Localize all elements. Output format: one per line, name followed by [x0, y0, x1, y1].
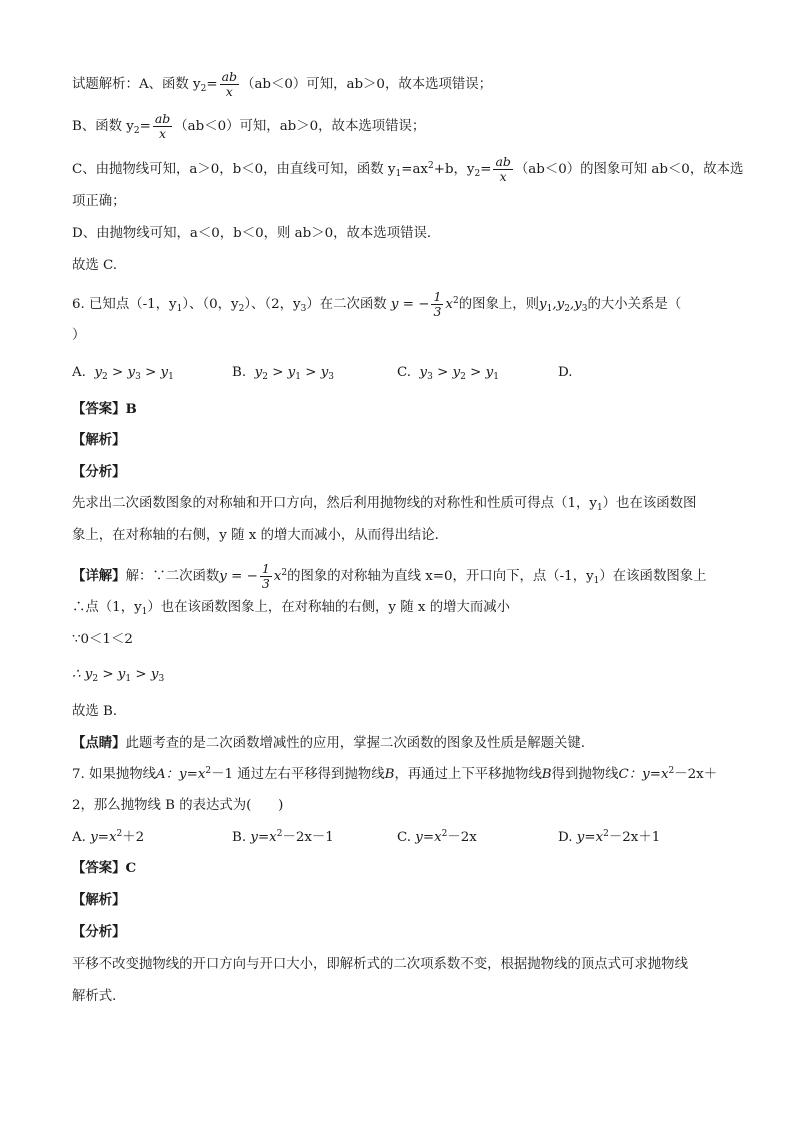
- q6-option-c: [397, 365, 499, 380]
- q6-detail-line: [72, 562, 707, 591]
- option-sup: 2: [116, 829, 123, 839]
- solution-c-suffix: （ab＜0）的图象可知 ab＜0，故本选: [514, 162, 744, 177]
- solution-c-mid1: =ax: [401, 162, 428, 177]
- q6-var: ,y: [569, 297, 582, 312]
- step-expr: > y: [131, 667, 159, 682]
- q6-fenxi-line1: [72, 494, 696, 515]
- q6-stem: [72, 290, 681, 319]
- solution-line-d: D、由抛物线可知，a＜0，b＜0，则 ab＞0，故本选项错误．: [72, 226, 441, 241]
- q7-option-b: [232, 826, 334, 845]
- q7-stem-text: 7. 如果抛物线: [72, 767, 156, 782]
- q6-stem-text: 的大小关系是（: [587, 297, 682, 312]
- option-expr: －2x－1: [282, 830, 334, 845]
- option-label: B.: [232, 365, 247, 380]
- paragraph-text: 解：∵二次函数: [125, 569, 220, 584]
- option-sub: 2: [262, 372, 268, 382]
- option-expr: y=x: [250, 830, 277, 845]
- q6-stem-text: 6. 已知点（-1，y: [72, 297, 177, 312]
- fraction-ab-over-x: [220, 70, 239, 99]
- q6-var-sub: 3: [581, 304, 588, 314]
- fraction-one-third: [431, 290, 443, 319]
- solution-b-eq: =: [139, 119, 151, 134]
- q6-function-x: x: [445, 297, 453, 312]
- option-label: A.: [72, 365, 86, 380]
- q6-option-b: [232, 365, 334, 380]
- solution-b-prefix: B、函数 y: [72, 119, 134, 134]
- q6-stem-text: ）、（0，y: [182, 297, 239, 312]
- solution-c-sub2: 2: [474, 169, 481, 179]
- solution-b-sub: 2: [133, 126, 140, 136]
- option-expr: ＋2: [122, 830, 145, 845]
- fraction-numerator: ab: [221, 69, 238, 84]
- fraction-one-third: [260, 562, 272, 591]
- option-expr: > y: [465, 365, 494, 380]
- q7-stem-line1: [72, 765, 717, 786]
- q7-option-c: [397, 826, 477, 845]
- fraction-numerator: ab: [495, 154, 511, 169]
- option-expr: －2x: [447, 830, 477, 845]
- solution-a-prefix: 试题解析：A、函数 y: [72, 77, 201, 92]
- q7-sup: 2: [205, 766, 212, 776]
- paragraph-text: ∴点（1，y: [72, 600, 142, 615]
- paragraph-sub: 1: [141, 607, 148, 617]
- fraction-denominator: x: [499, 169, 507, 184]
- detail-tag: 【详解】: [72, 568, 126, 584]
- option-label: B.: [232, 830, 247, 845]
- q6-var: ,y: [552, 297, 565, 312]
- option-sub: 3: [427, 372, 433, 382]
- option-sup: 2: [603, 829, 609, 839]
- solution-c-sup: 2: [427, 161, 434, 171]
- option-expr: y: [254, 365, 263, 380]
- q7-jiexi: 【解析】: [72, 892, 126, 908]
- paragraph-sub: 1: [593, 576, 600, 586]
- q6-step4: [72, 665, 164, 686]
- fraction-numerator: 1: [433, 289, 442, 304]
- dianjing-tag: 【点睛】: [72, 735, 126, 751]
- option-expr: > y: [432, 365, 461, 380]
- q7-expr: ：y=x: [165, 767, 206, 782]
- solution-c-sub1: 1: [395, 169, 402, 179]
- fraction-ab-over-x: [493, 155, 512, 184]
- q7-fenxi: 【分析】: [72, 924, 126, 940]
- fraction-ab-over-x: [153, 112, 172, 141]
- q7-sup: 2: [668, 766, 675, 776]
- q7-curve-name: B: [541, 767, 552, 782]
- option-expr: > y: [140, 365, 169, 380]
- paragraph-text: ）在该函数图象上: [599, 569, 707, 584]
- solution-line-c: [72, 155, 743, 184]
- option-sup: 2: [441, 829, 448, 839]
- q7-stem-text: ，再通过上下平移抛物线: [394, 767, 542, 782]
- option-expr: y=x: [90, 830, 117, 845]
- q7-fenxi-line2: 解析式．: [72, 989, 126, 1004]
- q7-stem-text: 得到抛物线: [551, 767, 619, 782]
- q6-stem-text: 的图象上，则: [458, 297, 540, 312]
- q6-fenxi-line2: 象上，在对称轴的右侧，y 随 x 的增大而减小，从而得出结论．: [72, 528, 449, 543]
- q7-option-a: [72, 826, 144, 845]
- q7-curve-name: B: [384, 767, 395, 782]
- fraction-numerator: ab: [154, 111, 171, 126]
- option-expr: y=x: [576, 830, 604, 845]
- detail-function-x: x: [273, 569, 282, 584]
- q7-stem-text: －2x＋: [674, 767, 718, 782]
- q6-choose: 故选 B．: [72, 704, 127, 719]
- option-sup: 2: [276, 829, 283, 839]
- solution-a-eq: =: [206, 77, 218, 92]
- option-sub: 2: [460, 372, 466, 382]
- step-expr: ∴ y: [72, 667, 93, 682]
- fraction-denominator: 3: [433, 304, 442, 319]
- option-expr: y: [94, 365, 103, 380]
- q7-stem-line2: 2，那么抛物线 B 的表达式为( ): [72, 798, 284, 813]
- option-expr: y=x: [415, 830, 442, 845]
- step-sub: 2: [92, 674, 99, 684]
- q6-dianjing: [72, 733, 594, 754]
- paragraph-text: ）也在该函数图象上，在对称轴的右侧，y 随 x 的增大而减小: [147, 600, 511, 615]
- solution-line-b: [72, 112, 425, 141]
- q7-expr: ：y=x: [628, 767, 669, 782]
- paragraph-text: 此题考查的是二次函数增减性的应用，掌握二次函数的图象及性质是解题关键．: [125, 736, 595, 751]
- q6-step3: ∵0＜1＜2: [72, 632, 133, 647]
- q7-fenxi-line1: 平移不改变抛物线的开口方向与开口大小，即解析式的二次项系数不变，根据抛物线的顶点式可求抛物线: [72, 957, 688, 972]
- option-expr: > y: [267, 365, 296, 380]
- detail-function-sup: 2: [281, 568, 288, 578]
- option-label: D.: [558, 830, 573, 845]
- paragraph-text: ）也在该函数图: [602, 496, 697, 511]
- option-sub: 3: [328, 372, 335, 382]
- option-label: C.: [397, 830, 412, 845]
- q6-sub: 2: [238, 304, 245, 314]
- q6-sub: 1: [176, 304, 183, 314]
- paragraph-sub: 1: [596, 503, 603, 513]
- option-sub: 1: [295, 372, 301, 382]
- q6-stem-text: ）、（2，y: [244, 297, 301, 312]
- detail-function-lhs: y = −: [219, 569, 258, 584]
- q6-var: y: [539, 297, 547, 312]
- q7-answer: 【答案】C: [72, 860, 137, 876]
- fraction-numerator: 1: [261, 561, 270, 576]
- option-sub: 3: [135, 372, 141, 382]
- fraction-denominator: 3: [261, 576, 270, 591]
- q6-jiexi: 【解析】: [72, 432, 126, 448]
- q6-var-sub: 2: [564, 304, 570, 314]
- step-expr: > y: [98, 667, 126, 682]
- q6-stem-close: ）: [72, 328, 86, 343]
- q6-function-sup: 2: [452, 296, 459, 306]
- option-label: C.: [397, 365, 412, 380]
- option-expr: > y: [300, 365, 329, 380]
- option-sub: 2: [102, 372, 108, 382]
- solution-a-sub: 2: [200, 84, 207, 94]
- option-sub: 1: [168, 372, 174, 382]
- step-sub: 3: [158, 674, 165, 684]
- q6-answer: 【答案】B: [72, 401, 137, 417]
- q6-var-sub: 1: [546, 304, 553, 314]
- q6-fenxi: 【分析】: [72, 464, 126, 480]
- option-sub: 1: [493, 372, 499, 382]
- q7-curve-name: C: [618, 767, 629, 782]
- q6-function-lhs: y = −: [390, 297, 430, 312]
- solution-c-prefix: C、由抛物线可知，a＞0，b＜0，由直线可知，函数 y: [72, 162, 396, 177]
- q7-curve-name: A: [156, 767, 166, 782]
- paragraph-text: 先求出二次函数图象的对称轴和开口方向，然后利用抛物线的对称性和性质可得点（1，y: [72, 496, 597, 511]
- step-sub: 1: [125, 674, 132, 684]
- q6-option-a: [72, 365, 174, 380]
- option-expr: > y: [107, 365, 136, 380]
- option-expr: －2x＋1: [608, 830, 661, 845]
- solution-line-c2: 项正确；: [72, 194, 126, 209]
- choose-c-line: 故选 C.: [72, 258, 118, 273]
- solution-b-suffix: （ab＜0）可知，ab＞0，故本选项错误；: [174, 119, 426, 134]
- q6-option-d: [558, 365, 573, 380]
- solution-c-eq: =: [480, 162, 492, 177]
- fraction-denominator: x: [159, 126, 167, 141]
- q7-option-d: [558, 826, 660, 845]
- option-expr: y: [419, 365, 428, 380]
- solution-a-suffix: （ab＜0）可知，ab＞0，故本选项错误；: [241, 77, 493, 92]
- solution-c-mid2: +b，y: [433, 162, 475, 177]
- q7-stem-text: －1 通过左右平移得到抛物线: [211, 767, 385, 782]
- fraction-denominator: x: [225, 84, 233, 99]
- solution-line-a: [72, 70, 492, 99]
- option-label: A.: [72, 830, 86, 845]
- option-label: D.: [558, 365, 573, 380]
- q6-step2: [72, 598, 510, 619]
- paragraph-text: 的图象的对称轴为直线 x=0，开口向下，点（-1，y: [287, 569, 594, 584]
- q6-stem-text: ）在二次函数: [306, 297, 387, 312]
- q6-sub: 3: [300, 304, 307, 314]
